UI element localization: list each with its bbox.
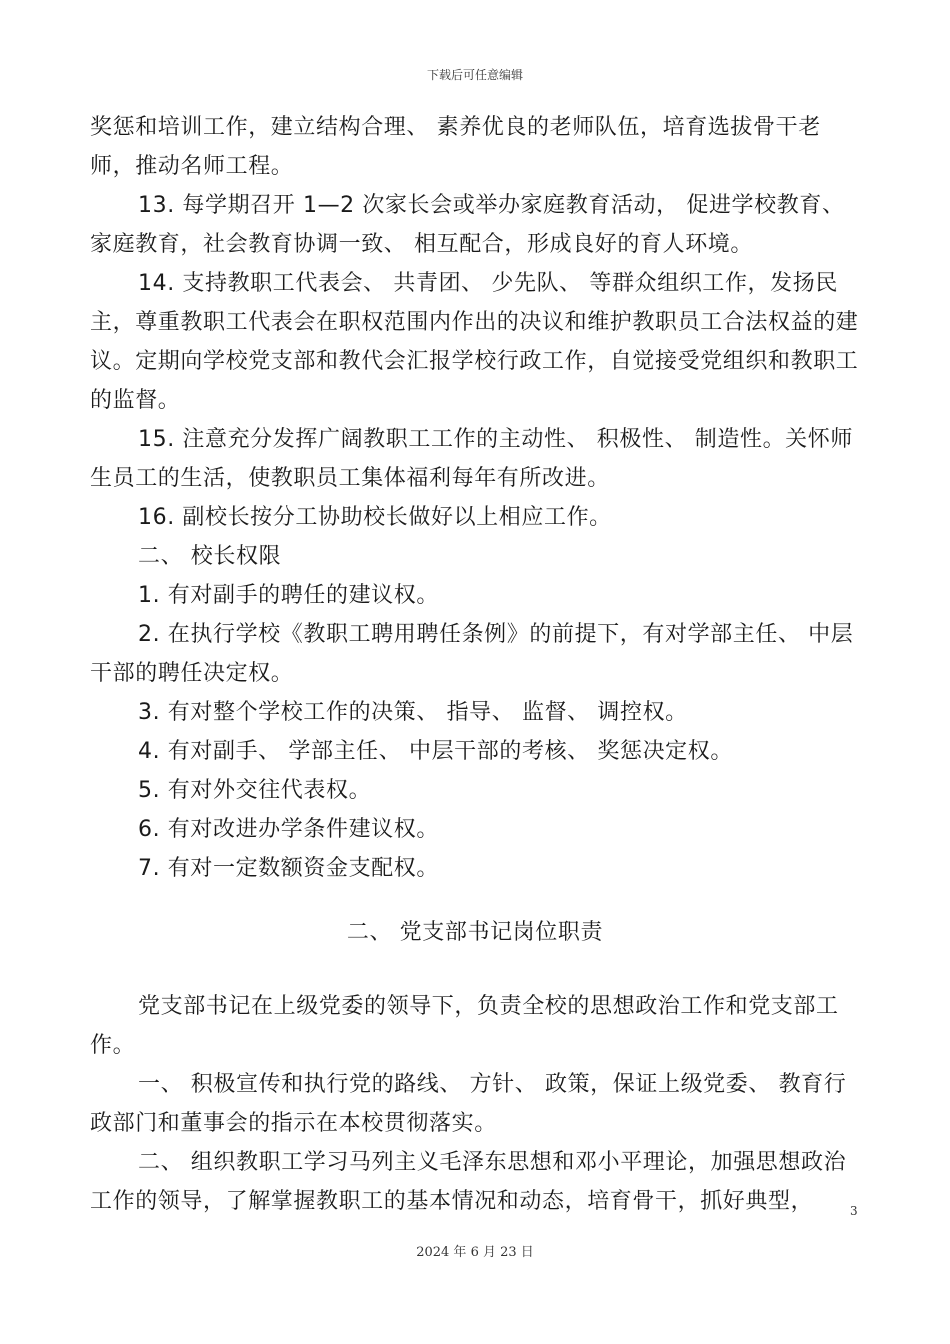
item-15: 15. 注意充分发挥广阔教职工工作的主动性、 积极性、 制造性。关怀师生员工的生活，使教职员工集体福利每年有所改进。 — [90, 427, 853, 491]
authority-1: 1. 有对副手的聘任的建议权。 — [138, 583, 439, 608]
item-16: 16. 副校长按分工协助校长做好以上相应工作。 — [138, 505, 612, 530]
secretary-duty-2: 二、 组织教职工学习马列主义毛泽东思想和邓小平理论，加强思想政治工作的领导，了解掌握教职工的基本情况和动态，培育骨干，抓好典型， — [90, 1150, 847, 1214]
footer-date: 2024 年 6 月 23 日 — [416, 1245, 534, 1260]
authority-3: 3. 有对整个学校工作的决策、 指导、 监督、 调控权。 — [138, 700, 688, 725]
subheading-principal-authority: 二、 校长权限 — [138, 544, 282, 569]
page-number: 3 — [850, 1204, 858, 1218]
section-title: 二、 党支部书记岗位职责 — [346, 920, 604, 945]
header-note: 下载后可任意编辑 — [426, 68, 523, 82]
authority-5: 5. 有对外交往代表权。 — [138, 778, 372, 803]
item-13: 13. 每学期召开 1—2 次家长会或举办家庭教育活动， 促进学校教育、 家庭教育，社会教育协调一致、 相互配合，形成良好的育人环境。 — [90, 193, 845, 257]
authority-4: 4. 有对副手、 学部主任、 中层干部的考核、 奖惩决定权。 — [138, 739, 733, 764]
paragraph-continuation: 奖惩和培训工作，建立结构合理、 素养优良的老师队伍，培育选拔骨干老师，推动名师工程。 — [90, 115, 821, 179]
secretary-intro: 党支部书记在上级党委的领导下，负责全校的思想政治工作和党支部工作。 — [90, 994, 839, 1058]
document-body — [90, 108, 860, 1221]
authority-2: 2. 在执行学校《教职工聘用聘任条例》的前提下，有对学部主任、 中层干部的聘任决定权。 — [90, 622, 854, 686]
secretary-duty-1: 一、 积极宣传和执行党的路线、 方针、 政策，保证上级党委、 教育行政部门和董事会的指示在本校贯彻落实。 — [90, 1072, 847, 1136]
authority-7: 7. 有对一定数额资金支配权。 — [138, 856, 439, 881]
item-14: 14. 支持教职工代表会、 共青团、 少先队、 等群众组织工作，发扬民主，尊重教职工代表会在职权范围内作出的决议和维护教职员工合法权益的建议。定期向学校党支部和教代会汇报学校行政工作，自觉接受党组织和教职工的监督。 — [90, 271, 859, 413]
authority-6: 6. 有对改进办学条件建议权。 — [138, 817, 439, 842]
